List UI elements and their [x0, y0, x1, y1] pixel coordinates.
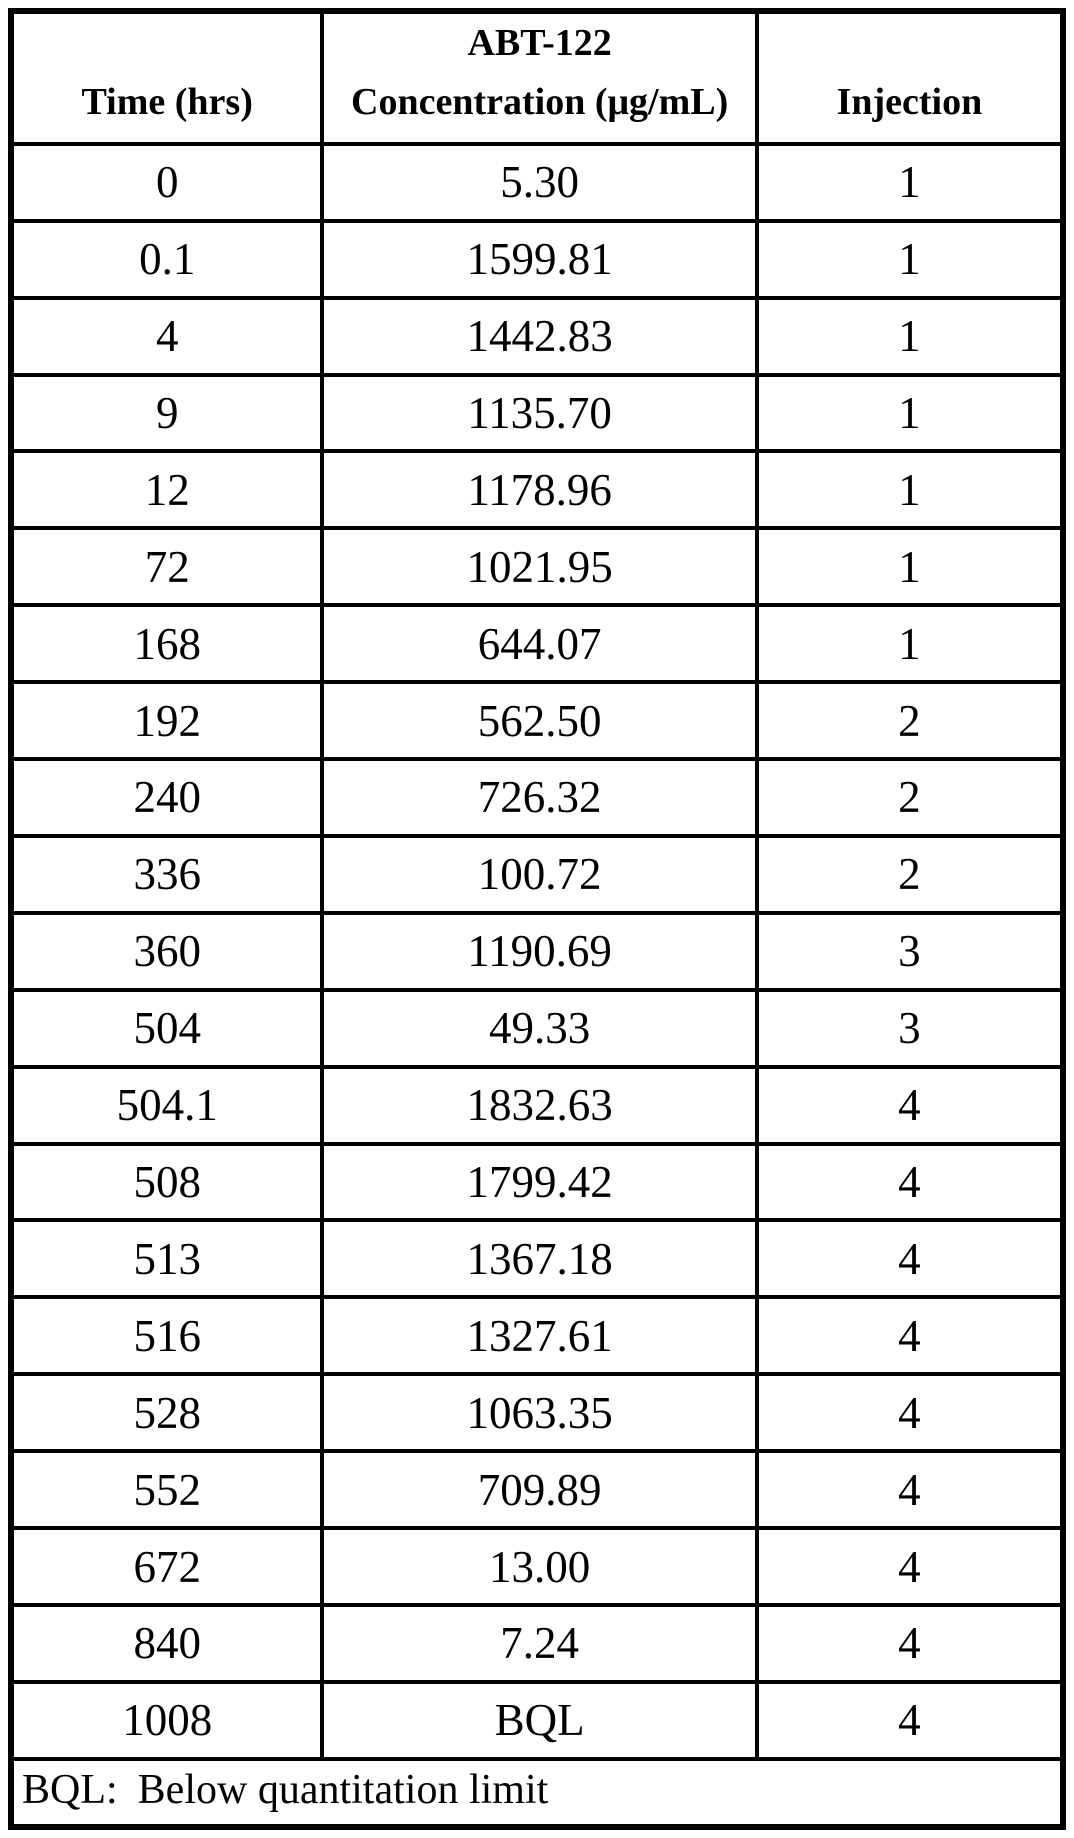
cell-concentration: 644.07 — [322, 605, 756, 682]
cell-concentration: 13.00 — [322, 1528, 756, 1605]
cell-injection: 4 — [757, 1605, 1063, 1682]
cell-time: 1008 — [11, 1682, 322, 1759]
cell-injection: 4 — [757, 1220, 1063, 1297]
cell-injection: 4 — [757, 1682, 1063, 1759]
cell-concentration: 1178.96 — [322, 451, 756, 528]
cell-concentration: 709.89 — [322, 1451, 756, 1528]
cell-time: 240 — [11, 759, 322, 836]
cell-concentration: 726.32 — [322, 759, 756, 836]
header-row — [11, 11, 1063, 144]
cell-injection: 2 — [757, 836, 1063, 913]
cell-time: 528 — [11, 1374, 322, 1451]
cell-concentration: 49.33 — [322, 990, 756, 1067]
cell-injection: 1 — [757, 375, 1063, 452]
cell-time: 513 — [11, 1220, 322, 1297]
cell-concentration: 1135.70 — [322, 375, 756, 452]
cell-time: 192 — [11, 682, 322, 759]
column-header-injection: Injection — [757, 11, 1063, 144]
cell-time: 9 — [11, 375, 322, 452]
table-row — [11, 1605, 1063, 1682]
cell-concentration: 5.30 — [322, 144, 756, 221]
cell-injection: 1 — [757, 221, 1063, 298]
table-row — [11, 605, 1063, 682]
table-row — [11, 1067, 1063, 1144]
table-row — [11, 1451, 1063, 1528]
cell-injection: 1 — [757, 144, 1063, 221]
cell-time: 552 — [11, 1451, 322, 1528]
cell-time: 508 — [11, 1144, 322, 1221]
cell-injection: 1 — [757, 298, 1063, 375]
table-row — [11, 298, 1063, 375]
table-row — [11, 1682, 1063, 1759]
cell-time: 12 — [11, 451, 322, 528]
cell-injection: 4 — [757, 1451, 1063, 1528]
table-row — [11, 1374, 1063, 1451]
concentration-table — [8, 8, 1066, 1830]
cell-injection: 4 — [757, 1528, 1063, 1605]
table-row — [11, 1528, 1063, 1605]
cell-concentration: 562.50 — [322, 682, 756, 759]
column-header-concentration-line2: Concentration (μg/mL) — [351, 80, 729, 123]
cell-time: 4 — [11, 298, 322, 375]
cell-time: 72 — [11, 528, 322, 605]
table-row — [11, 221, 1063, 298]
table-row — [11, 375, 1063, 452]
cell-injection: 1 — [757, 451, 1063, 528]
cell-time: 504 — [11, 990, 322, 1067]
cell-injection: 4 — [757, 1144, 1063, 1221]
table-row — [11, 990, 1063, 1067]
cell-injection: 3 — [757, 913, 1063, 990]
cell-concentration: 1327.61 — [322, 1297, 756, 1374]
cell-time: 0 — [11, 144, 322, 221]
cell-injection: 4 — [757, 1297, 1063, 1374]
cell-concentration: BQL — [322, 1682, 756, 1759]
cell-time: 840 — [11, 1605, 322, 1682]
cell-injection: 4 — [757, 1374, 1063, 1451]
cell-concentration: 1021.95 — [322, 528, 756, 605]
table-row — [11, 913, 1063, 990]
table-row — [11, 528, 1063, 605]
cell-concentration: 1367.18 — [322, 1220, 756, 1297]
table-row — [11, 144, 1063, 221]
cell-time: 504.1 — [11, 1067, 322, 1144]
cell-injection: 2 — [757, 759, 1063, 836]
cell-injection: 3 — [757, 990, 1063, 1067]
cell-concentration: 1832.63 — [322, 1067, 756, 1144]
cell-concentration: 7.24 — [322, 1605, 756, 1682]
column-header-concentration — [322, 11, 756, 144]
cell-injection: 1 — [757, 528, 1063, 605]
cell-concentration: 1442.83 — [322, 298, 756, 375]
footnote-label: BQL: — [22, 1766, 118, 1813]
cell-time: 336 — [11, 836, 322, 913]
cell-concentration: 1799.42 — [322, 1144, 756, 1221]
cell-time: 0.1 — [11, 221, 322, 298]
footnote-text: Below quantitation limit — [137, 1766, 549, 1813]
cell-time: 168 — [11, 605, 322, 682]
cell-time: 672 — [11, 1528, 322, 1605]
footnote-row — [11, 1759, 1063, 1827]
cell-injection: 4 — [757, 1067, 1063, 1144]
cell-injection: 2 — [757, 682, 1063, 759]
table-row — [11, 682, 1063, 759]
column-header-concentration-line1: ABT-122 — [467, 22, 612, 64]
table-row — [11, 451, 1063, 528]
column-header-time: Time (hrs) — [11, 11, 322, 144]
cell-concentration: 1599.81 — [322, 221, 756, 298]
cell-concentration: 1063.35 — [322, 1374, 756, 1451]
cell-injection: 1 — [757, 605, 1063, 682]
table-row — [11, 1144, 1063, 1221]
table-row — [11, 1220, 1063, 1297]
table-row — [11, 759, 1063, 836]
cell-concentration: 1190.69 — [322, 913, 756, 990]
footnote-cell — [11, 1759, 1063, 1827]
cell-time: 360 — [11, 913, 322, 990]
table-row — [11, 836, 1063, 913]
cell-time: 516 — [11, 1297, 322, 1374]
cell-concentration: 100.72 — [322, 836, 756, 913]
table-row — [11, 1297, 1063, 1374]
